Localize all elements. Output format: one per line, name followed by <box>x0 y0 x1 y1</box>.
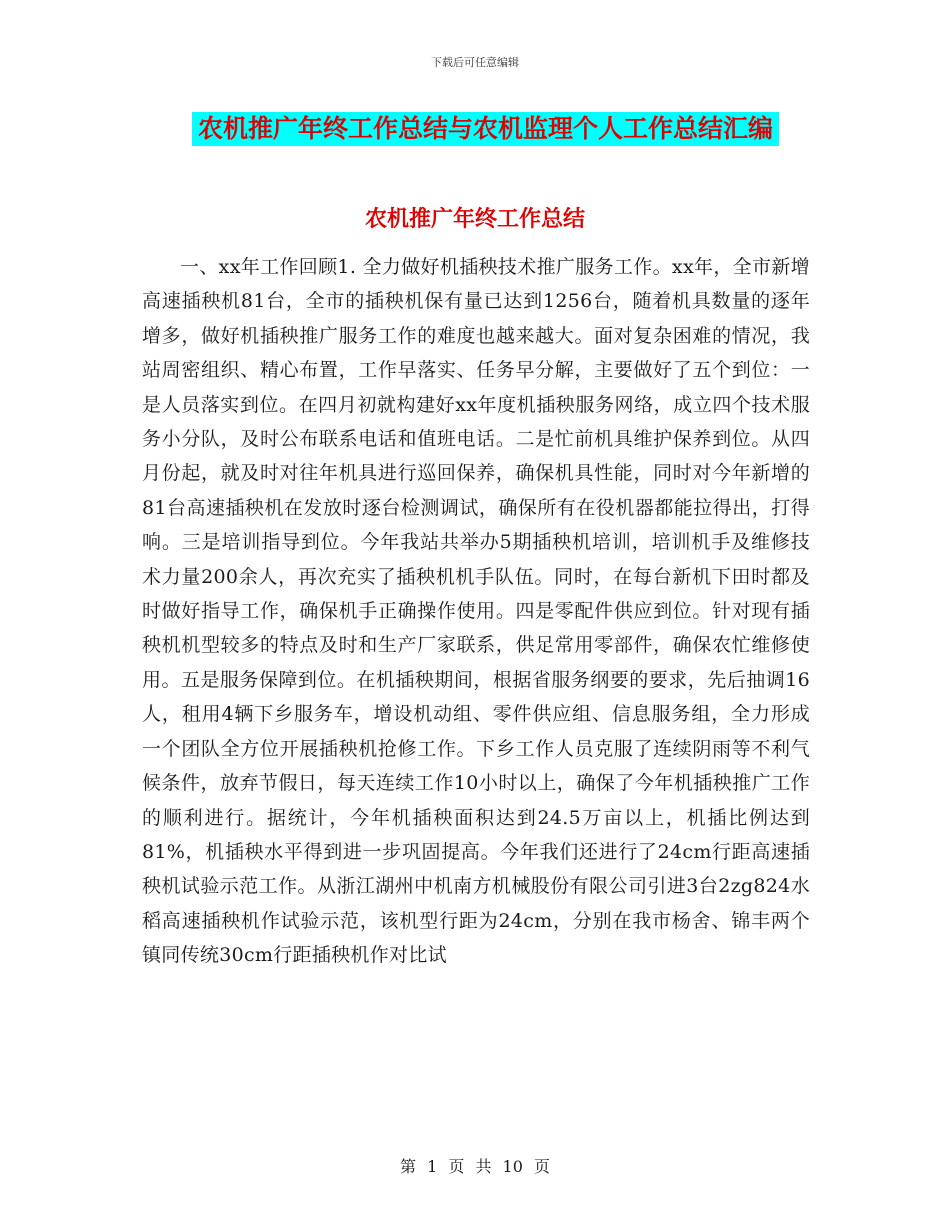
body-paragraph: 一、xx年工作回顾1. 全力做好机插秧技术推广服务工作。xx年，全市新增高速插秧机81台，全市的插秧机保有量已达到1256台，随着机具数量的逐年增多，做好机插秧推广服务工作的难度也越来越大。面对复杂困难的情况，我站周密组织、精心布置，工作早落实、任务早分解，主要做好了五个到位：一是人员落实到位。在四月初就构建好xx年度机插秧服务网络，成立四个技术服务小分队，及时公布联系电话和值班电话。二是忙前机具维护保养到位。从四月份起，就及时对往年机具进行巡回保养，确保机具性能，同时对今年新增的81台高速插秧机在发放时逐台检测调试，确保所有在役机器都能拉得出，打得响。三是培训指导到位。今年我站共举办5期插秧机培训，培训机手及维修技术力量200余人，再次充实了插秧机机手队伍。同时，在每台新机下田时都及时做好指导工作，确保机手正确操作使用。四是零配件供应到位。针对现有插秧机机型较多的特点及时和生产厂家联系，供足常用零部件，确保农忙维修使用。五是服务保障到位。在机插秧期间，根据省服务纲要的要求，先后抽调16人，租用4辆下乡服务车，增设机动组、零件供应组、信息服务组，全力形成一个团队全方位开展插秧机抢修工作。下乡工作人员克服了连续阴雨等不利气候条件，放弃节假日，每天连续工作10小时以上，确保了今年机插秧推广工作的顺利进行。据统计，今年机插秧面积达到24.5万亩以上，机插比例达到81%，机插秧水平得到进一步巩固提高。今年我们还进行了24cm行距高速插秧机试验示范工作。从浙江湖州中机南方机械股份有限公司引进3台2zg824水稻高速插秧机作试验示范，该机型行距为24cm，分别在我市杨舍、锦丰两个镇同传统30cm行距插秧机作对比试 <box>142 256 810 967</box>
document-title: 农机推广年终工作总结与农机监理个人工作总结汇编 <box>192 112 779 146</box>
page-header-note: 下载后可任意编辑 <box>431 56 519 69</box>
section-title: 农机推广年终工作总结 <box>364 207 585 232</box>
page-number-footer: 第 1 页 共 10 页 <box>400 1157 550 1176</box>
